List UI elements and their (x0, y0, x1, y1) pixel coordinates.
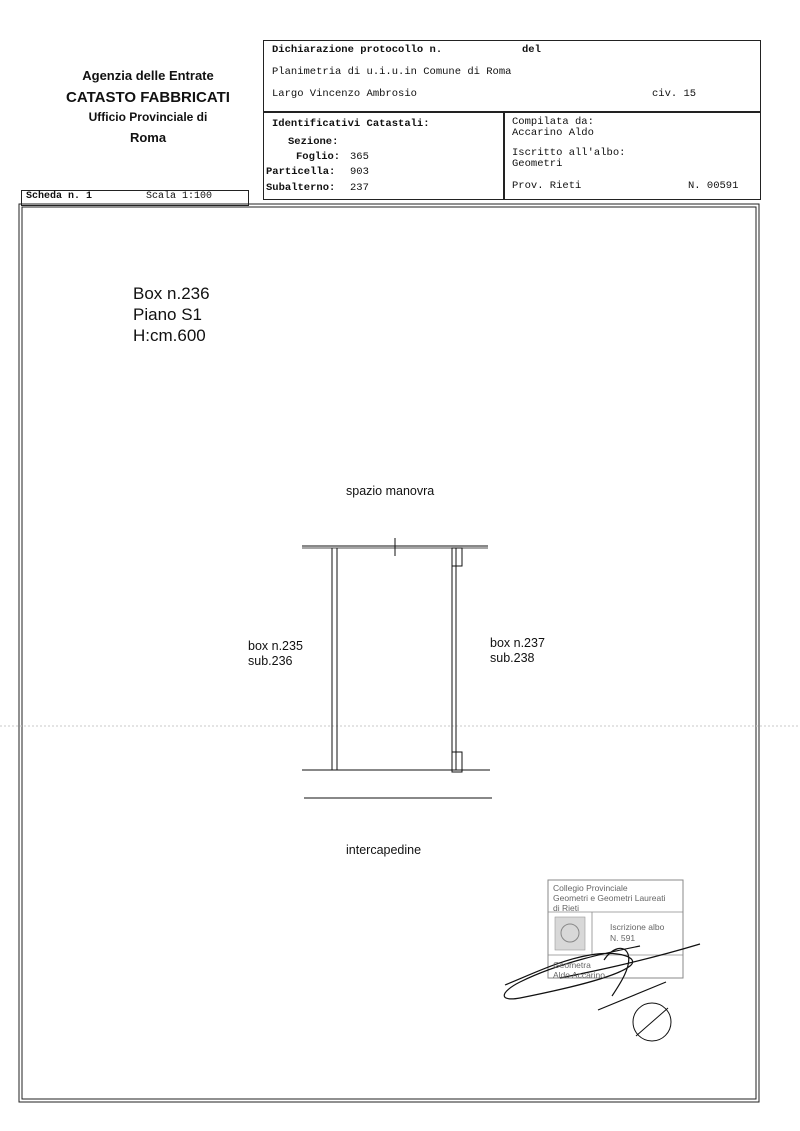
stamp-name: Aldo Accarino (553, 970, 605, 980)
intercapedine-label: intercapedine (346, 843, 422, 857)
right-neighbor-box: box n.237 (490, 636, 545, 650)
agency-city: Roma (129, 130, 167, 145)
planimetry-line: Planimetria di u.i.u.in Comune di Roma (272, 66, 512, 78)
signature-slash (636, 1008, 668, 1036)
stamp-iscrizione: Iscrizione albo (610, 922, 665, 932)
compiler-name: Accarino Aldo (512, 127, 594, 139)
left-neighbor-sub: sub.236 (248, 654, 293, 668)
stamp-college: Collegio Provinciale (553, 883, 628, 893)
identifiers-title: Identificativi Catastali: (272, 118, 430, 130)
right-pillar-bottom (452, 752, 462, 772)
stamp-emblem (555, 917, 585, 950)
plan-border-outer (19, 204, 759, 1102)
right-pillar-top (452, 548, 462, 566)
maneuver-space-label: spazio manovra (346, 484, 435, 498)
foglio-label: Foglio: (296, 151, 341, 163)
box-height: H:cm.600 (133, 326, 206, 345)
compiler-label: Compilata da: (512, 116, 594, 128)
protocol-label: Dichiarazione protocollo n. (272, 44, 443, 56)
stamp-geometra: Geometra (553, 960, 591, 970)
stamp-city: di Rieti (553, 903, 579, 913)
subalterno-label: Subalterno: (266, 182, 336, 194)
compiler-province: Prov. Rieti (512, 180, 582, 192)
particella-label: Particella: (266, 166, 336, 178)
albo-value: Geometri (512, 158, 563, 170)
agency-office: Ufficio Provinciale di (88, 110, 208, 124)
protocol-del-label: del (522, 44, 541, 56)
agency-department: CATASTO FABBRICATI (66, 89, 230, 106)
civic-number: civ. 15 (652, 88, 697, 100)
stamp-geometri: Geometri e Geometri Laureati (553, 893, 666, 903)
sezione-label: Sezione: (288, 136, 339, 148)
box-number: Box n.236 (133, 284, 210, 303)
professional-stamp (504, 880, 700, 1041)
address: Largo Vincenzo Ambrosio (272, 88, 417, 100)
subalterno-value: 237 (350, 182, 369, 194)
scala-label: Scala 1:100 (146, 191, 213, 202)
floor-level: Piano S1 (133, 305, 202, 324)
right-neighbor-sub: sub.238 (490, 651, 535, 665)
stamp-number: N. 591 (610, 933, 636, 943)
particella-value: 903 (350, 166, 369, 178)
albo-label: Iscritto all'albo: (512, 147, 626, 159)
left-neighbor-box: box n.235 (248, 639, 303, 653)
floor-plan (302, 538, 492, 798)
scheda-label: Scheda n. 1 (26, 191, 93, 202)
foglio-value: 365 (350, 151, 369, 163)
agency-name: Agenzia delle Entrate (82, 68, 214, 83)
compiler-number: N. 00591 (688, 180, 739, 192)
